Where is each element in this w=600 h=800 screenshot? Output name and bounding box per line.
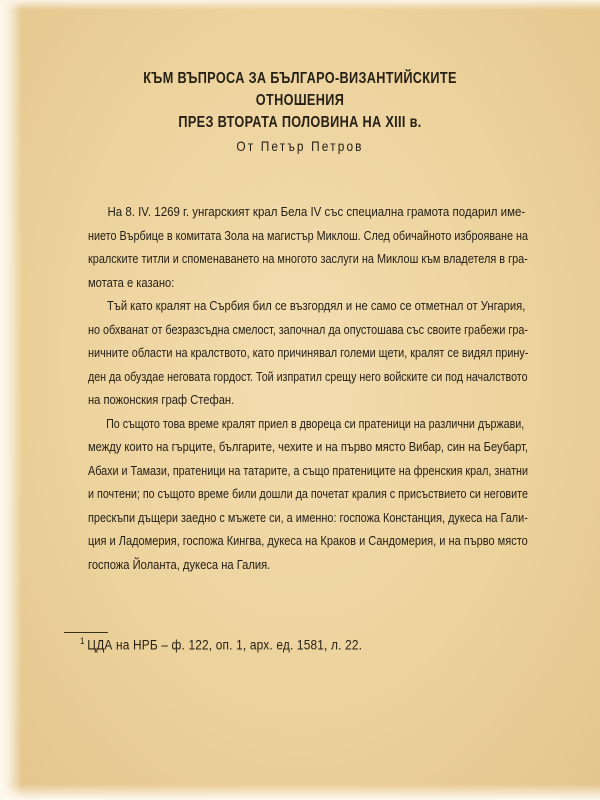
- text-line: По същото това време кралят приел в двореца си пратеници на различни държави,: [106, 415, 525, 431]
- text-line: нието Върбице в комитата Зола на магистър Миклош. След обичайното изброяване на: [88, 227, 529, 243]
- text-line: и почтени; по същото време били дошли да почетат кралия с присъствието си неговите: [88, 486, 528, 501]
- text-line: но обхванат от безразсъдна смелост, започнал да опустошава със своите грабежи гра-: [88, 321, 528, 337]
- text-line: На 8. IV. 1269 г. унгарският крал Бела IV със специална грамота подарил име-: [107, 204, 526, 219]
- footnote: [80, 636, 362, 653]
- footnote-text: ЦДА на НРБ – ф. 122, оп. 1, арх. ед. 1581, л. 22.: [87, 637, 363, 653]
- title-line-2: ПРЕЗ ВТОРАТА ПОЛОВИНА НА XIII в.: [178, 114, 422, 131]
- text-line: ден да обуздае неговата гордост. Той изпратил срещу него войските си под началството: [88, 368, 528, 384]
- article-body: [88, 200, 528, 576]
- article-title: [103, 68, 497, 134]
- text-line: ничните области на кралството, като причинявал големи щети, кралят се видял прину-: [88, 345, 529, 360]
- footnote-rule: [64, 632, 108, 633]
- page-bottom-edge: [0, 784, 600, 800]
- text-line: прескъпи дъщери заедно с мъжете си, а именно: госпожа Констанция, дукеса на Гали-: [88, 509, 528, 525]
- author-line: От Петър Петров: [236, 138, 364, 154]
- text-line: на пожонския граф Стефан.: [88, 392, 235, 407]
- text-line: ция и Ладомерия, госпожа Кингва, дукеса на Краков и Сандомерия, и на първо място: [88, 533, 528, 548]
- paragraph: [88, 200, 528, 294]
- page-left-edge: [0, 0, 22, 800]
- page-top-edge: [0, 0, 600, 10]
- text-line: между които на гърците, българите, чехите и на първо място Вибар, син на Беубарт,: [88, 439, 529, 454]
- footnote-mark: 1: [80, 636, 85, 646]
- title-line-1: КЪМ ВЪПРОСА ЗА БЪЛГАРО-ВИЗАНТИЙСКИТЕ ОТНОШЕНИЯ: [143, 70, 457, 109]
- paragraph: [88, 294, 528, 412]
- text-line: мотата е казано:: [88, 274, 174, 290]
- text-line: Тъй като кралят на Сърбия бил се възгордял и не само се отметнал от Унгария,: [106, 298, 526, 313]
- text-line: кралските титли и споменаването на многото заслуги на Миклош към владетеля в гра-: [88, 251, 528, 266]
- text-line: госпожа Йоланта, дукеса на Галия.: [88, 556, 271, 572]
- paragraph: [88, 412, 528, 577]
- text-line: Абахи и Тамази, пратеници на татарите, а също пратениците на френския крал, знатни: [88, 462, 528, 478]
